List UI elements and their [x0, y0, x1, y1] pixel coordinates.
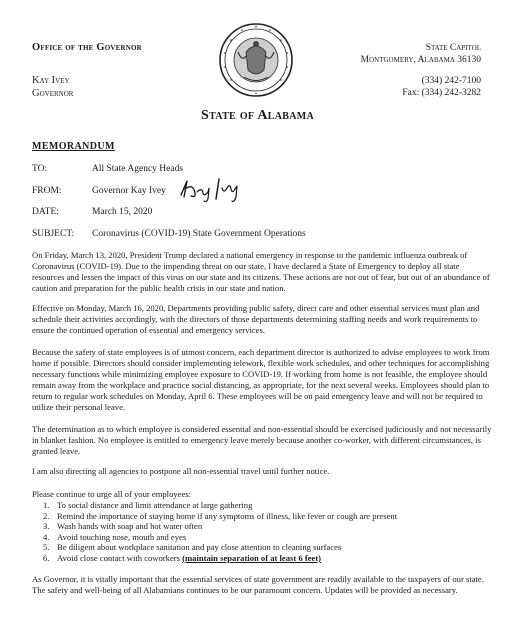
paragraph-determination: The determination as to which employee is considered essential and non-essential should be exercised judiciously and not necessarily in blanket fashion. No employee is entitled to emergency leave merely because another co-worker, with different circumstances, is granted leave. [32, 424, 492, 456]
paragraph-telework: Because the safety of state employees is of utmost concern, each department director is authorized to advise employees to work from home if possible. Directors should consider implementing telework, flexible work schedules, and other techniques for accomplishing necessary functions while minimizing employee exposure to COVID-19. If working from home is not feasible, the employee should remain away from the workplace and practice social distancing, as appropriate, for the next several weeks. Employees should plan to return to regular work schedules on Monday, April 6. These employees will be on paid emergency leave and will not be required to utilize their personal leave. [32, 347, 490, 412]
capitol-line1: State Capitol [425, 43, 481, 53]
list-number: 6. [43, 552, 50, 563]
list-item [43, 500, 483, 511]
list-text: Be diligent about workplace sanitation and pay close attention to cleaning surfaces [57, 542, 342, 553]
list-emphasis: (maintain separation of at least 6 feet) [182, 552, 322, 563]
state-seal-icon [218, 22, 294, 98]
list-item [43, 511, 483, 522]
list-text: Wash hands with soap and hot water often [57, 521, 203, 532]
precautions-list [43, 500, 483, 564]
governor-signature-icon [175, 175, 255, 205]
date-value: March 15, 2020 [92, 207, 153, 217]
phone-number: (334) 242-7100 [421, 76, 481, 86]
to-label: TO: [32, 164, 48, 174]
phone-block [402, 75, 481, 99]
list-number: 4. [43, 531, 50, 542]
list-text: Remind the importance of staying home if any symptoms of illness, like fever or cough are present [57, 510, 398, 521]
capitol-line2: Montgomery, Alabama 36130 [360, 55, 481, 65]
capitol-address [361, 42, 481, 66]
paragraph-closing: As Governor, it is vitally important that the essential services of state government are readily available to the taxpayers of our state. The safety and well-being of all Alabamians continues to be our paramount concern. Updates will be provided as necessary. [32, 574, 484, 595]
list-number: 3. [43, 521, 50, 532]
date-label: DATE: [32, 207, 59, 217]
governor-title: Governor [32, 88, 74, 99]
list-item [43, 553, 483, 564]
list-text: To social distance and limit attendance at large gathering [57, 500, 253, 510]
list-number: 5. [43, 542, 50, 553]
subject-label: SUBJECT: [32, 229, 75, 239]
office-heading: Office of the Governor [32, 42, 142, 53]
memo-heading: MEMORANDUM [32, 141, 115, 152]
list-item [43, 521, 483, 532]
list-text: Avoid close contact with coworkers [57, 552, 180, 563]
list-item [43, 542, 483, 553]
fax-number: Fax: (334) 242-3282 [402, 88, 481, 98]
list-text: Avoid touching nose, mouth and eyes [57, 531, 187, 542]
to-value: All State Agency Heads [92, 164, 184, 174]
paragraph-emergency: On Friday, March 13, 2020, President Trump declared a national emergency in response to the pandemic influenza outbreak of Coronavirus (COVID-19). Due to the impending threat on our state, I have declared a State of Emergency to deploy all state resources and lessen the impact of this virus on our state and its citizens. These actions are not out of fear, but out of an abundance of caution and preparation for the public health crisis in our state and nation. [32, 250, 490, 293]
list-item [43, 532, 483, 543]
paragraph-travel: I am also directing all agencies to postpone all non-essential travel until further notice. [32, 466, 330, 476]
paragraph-essential-services: Effective on Monday, March 16, 2020, Departments providing public safety, direct care and other essential services must plan and schedule their activities accordingly, with the directors of those departments determining staffing needs and work requirements to ensure the continued operation of essential and emergency services. [32, 303, 480, 335]
state-title: State of Alabama [200, 108, 314, 123]
subject-value: Coronavirus (COVID-19) State Government Operations [92, 229, 306, 239]
list-number: 2. [43, 510, 50, 521]
paragraph-urge: Please continue to urge all of your employees: [32, 489, 192, 499]
governor-block [32, 74, 73, 100]
from-label: FROM: [32, 186, 62, 196]
governor-name: Kay Ivey [32, 75, 70, 86]
list-number: 1. [43, 500, 50, 510]
from-value: Governor Kay Ivey [92, 186, 166, 196]
